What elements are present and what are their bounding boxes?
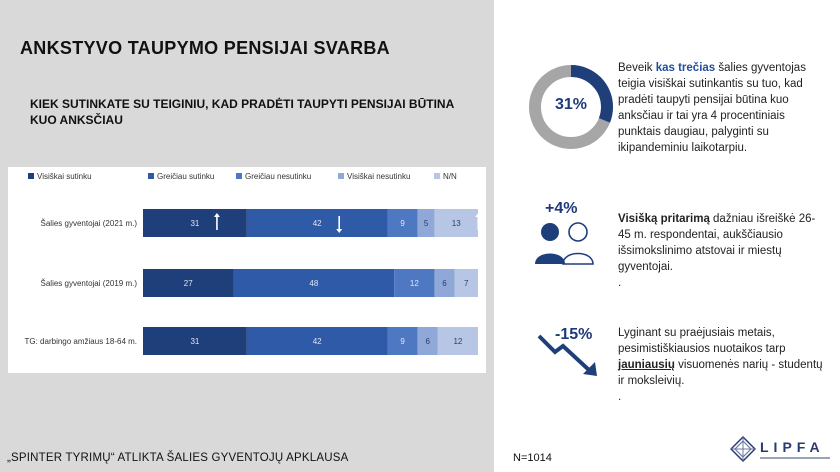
data-label: 12 [453, 337, 463, 346]
legend-label: Visiškai nesutinku [347, 172, 411, 181]
category-label: Šalies gyventojai (2021 m.) [40, 219, 137, 228]
data-label: 12 [409, 279, 419, 288]
data-label: 9 [400, 219, 405, 228]
category-label: Šalies gyventojai (2019 m.) [40, 279, 137, 288]
data-label: 42 [312, 219, 322, 228]
fact1-text [618, 60, 828, 156]
fact2-stat: +4% [545, 200, 578, 217]
category-label: TG: darbingo amžiaus 18-64 m. [24, 337, 137, 346]
fact1-suffix: šalies gyventojas teigia visiškai sutinkantis su tuo, kad pradėti taupyti pensijai būtina kuo anksčiau ir tai yra 4 procentiniais punktais daugiau, palyginti su ikipandeminiu laikotarpiu. [618, 62, 806, 154]
legend-swatch [434, 173, 440, 179]
chart-container [8, 167, 486, 373]
fact3-bold: jauniausių [618, 359, 675, 371]
data-label: 6 [425, 337, 430, 346]
footer-sample-size: N=1014 [513, 452, 552, 464]
legend-swatch [148, 173, 154, 179]
fact2-bold: Visišką pritarimą [618, 213, 710, 225]
fact1-highlight: kas trečias [655, 62, 716, 74]
fact3-stat: -15% [555, 326, 593, 343]
data-label: 6 [442, 279, 447, 288]
data-label: 9 [400, 337, 405, 346]
data-label: 7 [464, 279, 469, 288]
legend-label: Greičiau sutinku [157, 172, 215, 181]
people-icon [533, 218, 603, 268]
data-label: 13 [451, 219, 461, 228]
fact1-prefix: Beveik [618, 62, 656, 74]
fact2-text [618, 211, 828, 291]
lipfa-logo [730, 436, 830, 466]
legend-swatch [28, 173, 34, 179]
legend-label: N/N [443, 172, 457, 181]
data-label: 5 [423, 219, 429, 228]
fact1-stat: 31% [554, 96, 588, 113]
fact2-suffix: dažniau išreiškė 26-45 m. respondentai, aukščiausio išsimokslinimo atstovai ir miestų gyventojai. [618, 213, 816, 273]
page-title: ANKSTYVO TAUPYMO PENSIJAI SVARBA [20, 38, 390, 58]
logo-text: LIPFA [760, 439, 825, 455]
trend-down-icon [537, 332, 607, 378]
data-label: 42 [312, 337, 322, 346]
fact3-prefix: Lyginant su praėjusiais metais, pesimistiškiausios nuotaikos tarp [618, 327, 786, 355]
data-label: 31 [190, 337, 200, 346]
data-label: 48 [309, 279, 319, 288]
legend-swatch [236, 173, 242, 179]
data-label: 27 [183, 279, 193, 288]
legend-swatch [338, 173, 344, 179]
fact2-end: . [618, 277, 622, 289]
legend-label: Greičiau nesutinku [245, 172, 312, 181]
logo-icon [730, 436, 756, 462]
data-label: 31 [190, 219, 200, 228]
chart-question: KIEK SUTINKATE SU TEIGINIU, KAD PRADĖTI TAUPYTI PENSIJAI BŪTINA KUO ANKSČIAU [30, 97, 454, 127]
fact3-suffix: visuomenės narių - studentų ir moksleivių. [618, 359, 823, 387]
legend-label: Visiškai sutinku [37, 172, 92, 181]
logo-underline [760, 457, 830, 459]
fact3-text [618, 325, 828, 405]
fact3-end: . [618, 391, 622, 403]
footer-source: „SPINTER TYRIMŲ“ ATLIKTA ŠALIES GYVENTOJŲ APKLAUSA [7, 452, 349, 464]
stacked-bar-chart [8, 167, 486, 373]
